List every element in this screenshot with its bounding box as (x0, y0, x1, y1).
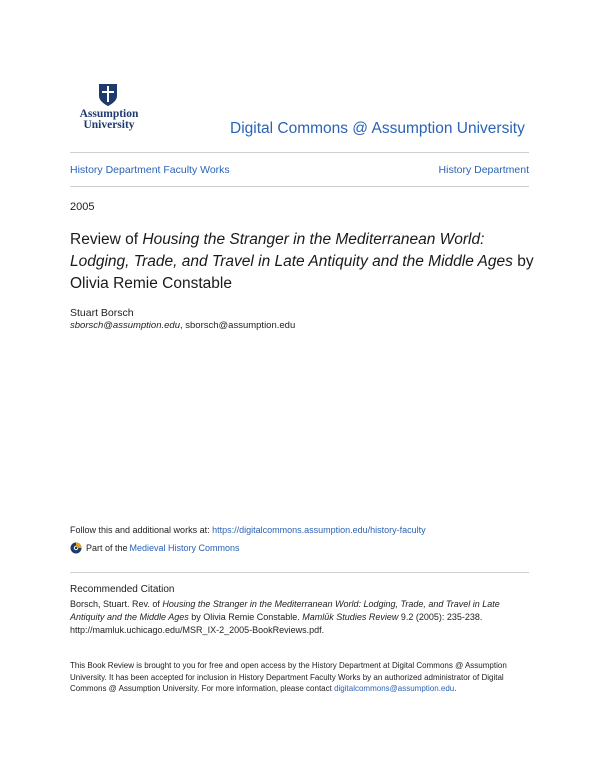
citation-part3: 9.2 (2005): 235-238. http://mamluk.uchicago.edu/MSR_IX-2_2005-BookReviews.pdf. (70, 612, 483, 635)
citation-text (70, 598, 525, 637)
logo-line1: Assumption (79, 108, 139, 120)
commons-network-icon (70, 542, 82, 554)
department-link[interactable]: History Department (438, 164, 529, 176)
citation-journal: Mamlūk Studies Review (302, 612, 399, 622)
divider-nav (70, 186, 529, 187)
contact-email-link[interactable]: digitalcommons@assumption.edu (334, 684, 455, 693)
series-link[interactable]: History Department Faculty Works (70, 164, 230, 176)
citation-part1: Borsch, Stuart. Rev. of (70, 599, 163, 609)
document-title (70, 229, 540, 295)
title-prefix: Review of (70, 231, 143, 248)
follow-prefix: Follow this and additional works at: (70, 525, 213, 535)
publication-year: 2005 (70, 201, 95, 213)
university-logo (70, 83, 148, 139)
citation-book: Housing the Stranger in the Mediterranean World: Lodging, Trade, and Travel in Late Antiquity and the Middle Ages (70, 599, 500, 622)
email-separator: , (179, 320, 186, 331)
citation-part2: by Olivia Remie Constable. (188, 612, 303, 622)
logo-line2: University (83, 119, 135, 131)
partof-prefix: Part of the (86, 543, 128, 553)
shield-icon (98, 83, 118, 107)
citation-heading: Recommended Citation (70, 584, 175, 595)
author-emails (70, 320, 295, 331)
divider-top (70, 152, 529, 153)
footer-notice (70, 660, 525, 695)
divider-citation (70, 572, 529, 573)
author-email-italic[interactable]: sborsch@assumption.edu (70, 320, 180, 331)
collection-url-link[interactable]: https://digitalcommons.assumption.edu/history-faculty (212, 525, 426, 535)
follow-line (70, 525, 426, 535)
title-by: by Olivia Remie Constable (70, 253, 534, 292)
logo-wordmark (70, 109, 148, 131)
author-email[interactable]: sborsch@assumption.edu (185, 320, 296, 331)
footer-text: This Book Review is brought to you for free and open access by the History Department at Digital Commons @ Assumption University. It has been accepted for inclusion in History Department Faculty Works by an authorized administrator of Digital Commons @ Assumption University. For more information, please contact (70, 661, 507, 693)
part-of-line (70, 542, 240, 554)
medieval-history-commons-link[interactable]: Medieval History Commons (129, 543, 240, 553)
author-name: Stuart Borsch (70, 307, 134, 319)
site-title[interactable]: Digital Commons @ Assumption University (230, 120, 525, 137)
title-book: Housing the Stranger in the Mediterranean World: Lodging, Trade, and Travel in Late Antiquity and the Middle Ages (70, 231, 513, 270)
footer-end: . (454, 684, 457, 693)
